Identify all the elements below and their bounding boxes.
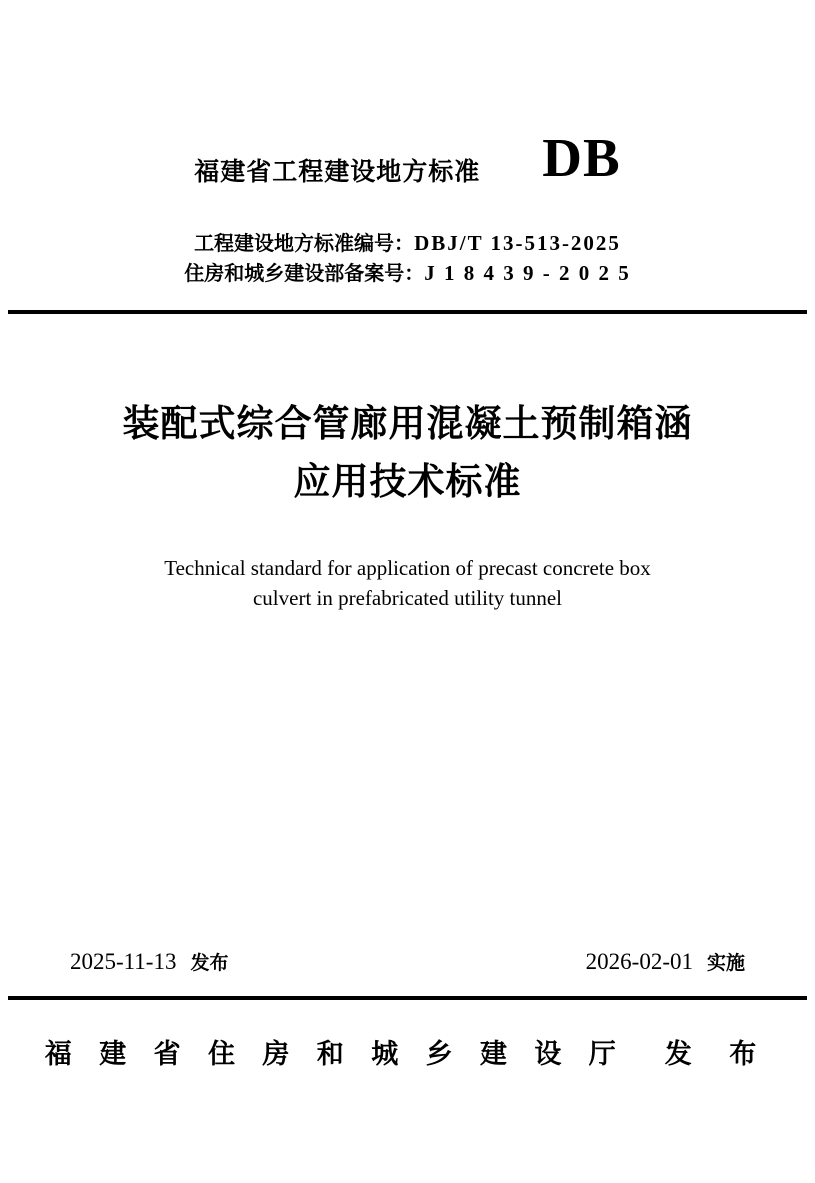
- divider-bottom: [8, 996, 807, 1000]
- standard-code-line-1: [0, 228, 815, 258]
- divider-top: [8, 310, 807, 314]
- standard-code-label-1: 工程建设地方标准编号：: [194, 231, 415, 255]
- effective-date-group: [586, 948, 745, 975]
- document-title-en-line-1: Technical standard for application of precast concrete box: [164, 556, 651, 580]
- standard-kind-label: 福建省工程建设地方标准: [194, 157, 481, 186]
- standard-code-block: [0, 228, 815, 288]
- document-title-cn-line-2: 应用技术标准: [293, 460, 522, 503]
- standard-code-value-2: J 1 8 4 3 9 - 2 0 2 5: [424, 261, 631, 285]
- publisher-name: 福 建 省 住 房 和 城 乡 建 设 厅: [44, 1039, 625, 1070]
- standard-code-label-2: 住房和城乡建设部备案号：: [184, 261, 425, 285]
- standard-code-value-1: DBJ/T 13-513-2025: [414, 231, 621, 255]
- header-row: [0, 127, 815, 188]
- publisher-row: [0, 1032, 815, 1071]
- document-title-en: [0, 553, 815, 613]
- effective-date-label: 实施: [706, 952, 745, 974]
- issue-date-group: [70, 948, 228, 975]
- title-block: [0, 395, 815, 613]
- db-mark-label: DB: [542, 127, 621, 188]
- dates-row: [70, 948, 745, 975]
- document-title-cn-line-1: 装配式综合管廊用混凝土预制箱涵: [122, 402, 693, 445]
- publisher-action-label: 发 布: [664, 1039, 771, 1070]
- issue-date-label: 发布: [190, 952, 229, 974]
- issue-date-value: 2025-11-13: [70, 949, 177, 974]
- document-title-en-line-2: culvert in prefabricated utility tunnel: [252, 586, 563, 610]
- effective-date-value: 2026-02-01: [585, 949, 693, 974]
- standard-code-line-2: [0, 258, 815, 288]
